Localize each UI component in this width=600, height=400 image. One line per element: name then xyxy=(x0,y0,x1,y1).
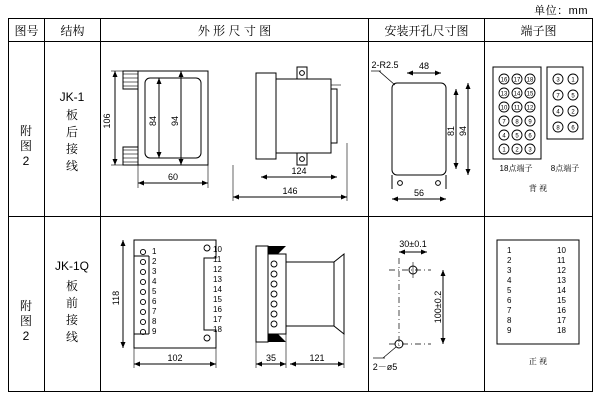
svg-text:18: 18 xyxy=(557,326,566,335)
svg-text:15: 15 xyxy=(526,91,534,98)
svg-text:3: 3 xyxy=(556,77,560,84)
row1-structure xyxy=(45,42,101,217)
svg-text:8: 8 xyxy=(507,316,512,325)
svg-text:17: 17 xyxy=(213,315,222,324)
svg-text:12: 12 xyxy=(526,105,534,112)
row2-terminal-drawing xyxy=(485,217,593,392)
svg-text:2: 2 xyxy=(507,256,512,265)
svg-text:9: 9 xyxy=(507,326,512,335)
svg-text:18: 18 xyxy=(213,325,222,334)
svg-text:7: 7 xyxy=(502,119,506,126)
svg-text:35: 35 xyxy=(265,353,277,363)
svg-text:10: 10 xyxy=(557,246,566,255)
svg-text:7: 7 xyxy=(152,307,157,316)
svg-text:14: 14 xyxy=(213,285,222,294)
svg-text:附: 附 xyxy=(19,124,33,138)
svg-text:13: 13 xyxy=(500,91,508,98)
header-fig-no: 图号 xyxy=(9,19,45,42)
svg-text:81: 81 xyxy=(446,125,456,137)
svg-text:146: 146 xyxy=(282,186,298,196)
table-row xyxy=(9,217,593,392)
svg-text:48: 48 xyxy=(418,61,430,71)
svg-text:14: 14 xyxy=(513,91,521,98)
svg-text:2: 2 xyxy=(152,257,157,266)
svg-text:2－ø5: 2－ø5 xyxy=(372,362,398,372)
svg-text:30±0.1: 30±0.1 xyxy=(399,239,427,249)
svg-text:接: 接 xyxy=(65,313,79,327)
row2-structure xyxy=(45,217,101,392)
svg-text:13: 13 xyxy=(557,276,566,285)
svg-text:12: 12 xyxy=(557,266,566,275)
unit-note: 单位：mm xyxy=(534,5,588,17)
svg-text:4: 4 xyxy=(152,277,157,286)
svg-text:4: 4 xyxy=(502,133,506,140)
svg-text:图: 图 xyxy=(19,314,33,328)
table-header-row xyxy=(9,19,593,42)
svg-text:板: 板 xyxy=(65,108,79,122)
svg-text:11: 11 xyxy=(213,255,222,264)
header-outline: 外 形 尺 寸 图 xyxy=(101,19,369,42)
svg-text:17: 17 xyxy=(557,316,566,325)
svg-text:11: 11 xyxy=(557,256,566,265)
svg-text:15: 15 xyxy=(557,296,566,305)
svg-text:16: 16 xyxy=(500,77,508,84)
svg-text:8: 8 xyxy=(556,125,560,132)
svg-text:前: 前 xyxy=(65,296,79,310)
svg-text:9: 9 xyxy=(528,119,532,126)
svg-text:6: 6 xyxy=(528,133,532,140)
header-structure: 结构 xyxy=(45,19,101,42)
row1-fig-no xyxy=(9,42,45,217)
svg-text:2: 2 xyxy=(22,154,30,168)
svg-text:100±0.2: 100±0.2 xyxy=(433,290,443,324)
svg-text:5: 5 xyxy=(507,286,512,295)
specification-table xyxy=(8,18,593,392)
row1-terminal-drawing xyxy=(485,42,593,217)
header-terminal: 端子图 xyxy=(485,19,593,42)
svg-text:2: 2 xyxy=(22,329,30,343)
svg-text:5: 5 xyxy=(571,93,575,100)
svg-text:图: 图 xyxy=(19,139,33,153)
svg-text:线: 线 xyxy=(65,330,79,344)
svg-text:15: 15 xyxy=(213,295,222,304)
svg-text:6: 6 xyxy=(152,297,157,306)
table-row xyxy=(9,42,593,217)
svg-text:附: 附 xyxy=(19,299,33,313)
svg-text:106: 106 xyxy=(102,113,112,129)
svg-text:后: 后 xyxy=(65,125,79,139)
svg-text:正 视: 正 视 xyxy=(528,357,548,366)
svg-text:10: 10 xyxy=(213,245,222,254)
svg-text:3: 3 xyxy=(528,147,532,154)
svg-text:8: 8 xyxy=(515,119,519,126)
svg-text:8: 8 xyxy=(152,317,157,326)
svg-text:16: 16 xyxy=(557,306,566,315)
row1-cutout-drawing xyxy=(369,42,485,217)
svg-text:94: 94 xyxy=(458,125,468,137)
svg-text:接: 接 xyxy=(65,142,79,156)
svg-text:102: 102 xyxy=(167,353,183,363)
svg-text:6: 6 xyxy=(571,125,575,132)
svg-text:17: 17 xyxy=(513,77,521,84)
svg-text:16: 16 xyxy=(213,305,222,314)
svg-text:8点端子: 8点端子 xyxy=(550,164,580,173)
svg-text:7: 7 xyxy=(556,93,560,100)
svg-text:2: 2 xyxy=(515,147,519,154)
svg-text:60: 60 xyxy=(167,172,179,182)
svg-text:11: 11 xyxy=(513,105,521,112)
svg-text:1: 1 xyxy=(152,247,157,256)
svg-text:121: 121 xyxy=(309,353,325,363)
row1-outline-drawing xyxy=(101,42,369,217)
row2-fig-no xyxy=(9,217,45,392)
svg-text:线: 线 xyxy=(65,159,79,173)
svg-text:14: 14 xyxy=(557,286,566,295)
row2-cutout-drawing xyxy=(369,217,485,392)
svg-text:JK-1Q: JK-1Q xyxy=(54,259,90,273)
header-cutout: 安装开孔尺寸图 xyxy=(369,19,485,42)
svg-text:3: 3 xyxy=(507,266,512,275)
svg-text:56: 56 xyxy=(413,188,425,198)
svg-text:JK-1: JK-1 xyxy=(59,90,85,104)
svg-text:124: 124 xyxy=(291,166,307,176)
svg-text:84: 84 xyxy=(148,115,158,127)
svg-text:7: 7 xyxy=(507,306,512,315)
svg-text:3: 3 xyxy=(152,267,157,276)
svg-text:6: 6 xyxy=(507,296,512,305)
svg-text:18点端子: 18点端子 xyxy=(499,164,533,173)
svg-text:4: 4 xyxy=(556,109,560,116)
svg-text:1: 1 xyxy=(507,246,512,255)
svg-text:背 视: 背 视 xyxy=(528,184,548,193)
svg-text:5: 5 xyxy=(152,287,157,296)
svg-text:12: 12 xyxy=(213,265,222,274)
svg-text:板: 板 xyxy=(65,279,79,293)
row2-outline-drawing xyxy=(101,217,369,392)
svg-text:2: 2 xyxy=(571,109,575,116)
svg-text:1: 1 xyxy=(571,77,575,84)
svg-text:13: 13 xyxy=(213,275,222,284)
svg-text:18: 18 xyxy=(526,77,534,84)
svg-text:4: 4 xyxy=(507,276,512,285)
svg-text:2-R2.5: 2-R2.5 xyxy=(371,60,399,70)
svg-text:94: 94 xyxy=(170,115,180,127)
svg-text:118: 118 xyxy=(111,290,121,306)
svg-text:10: 10 xyxy=(500,105,508,112)
svg-text:5: 5 xyxy=(515,133,519,140)
svg-text:9: 9 xyxy=(152,327,157,336)
svg-text:1: 1 xyxy=(502,147,506,154)
